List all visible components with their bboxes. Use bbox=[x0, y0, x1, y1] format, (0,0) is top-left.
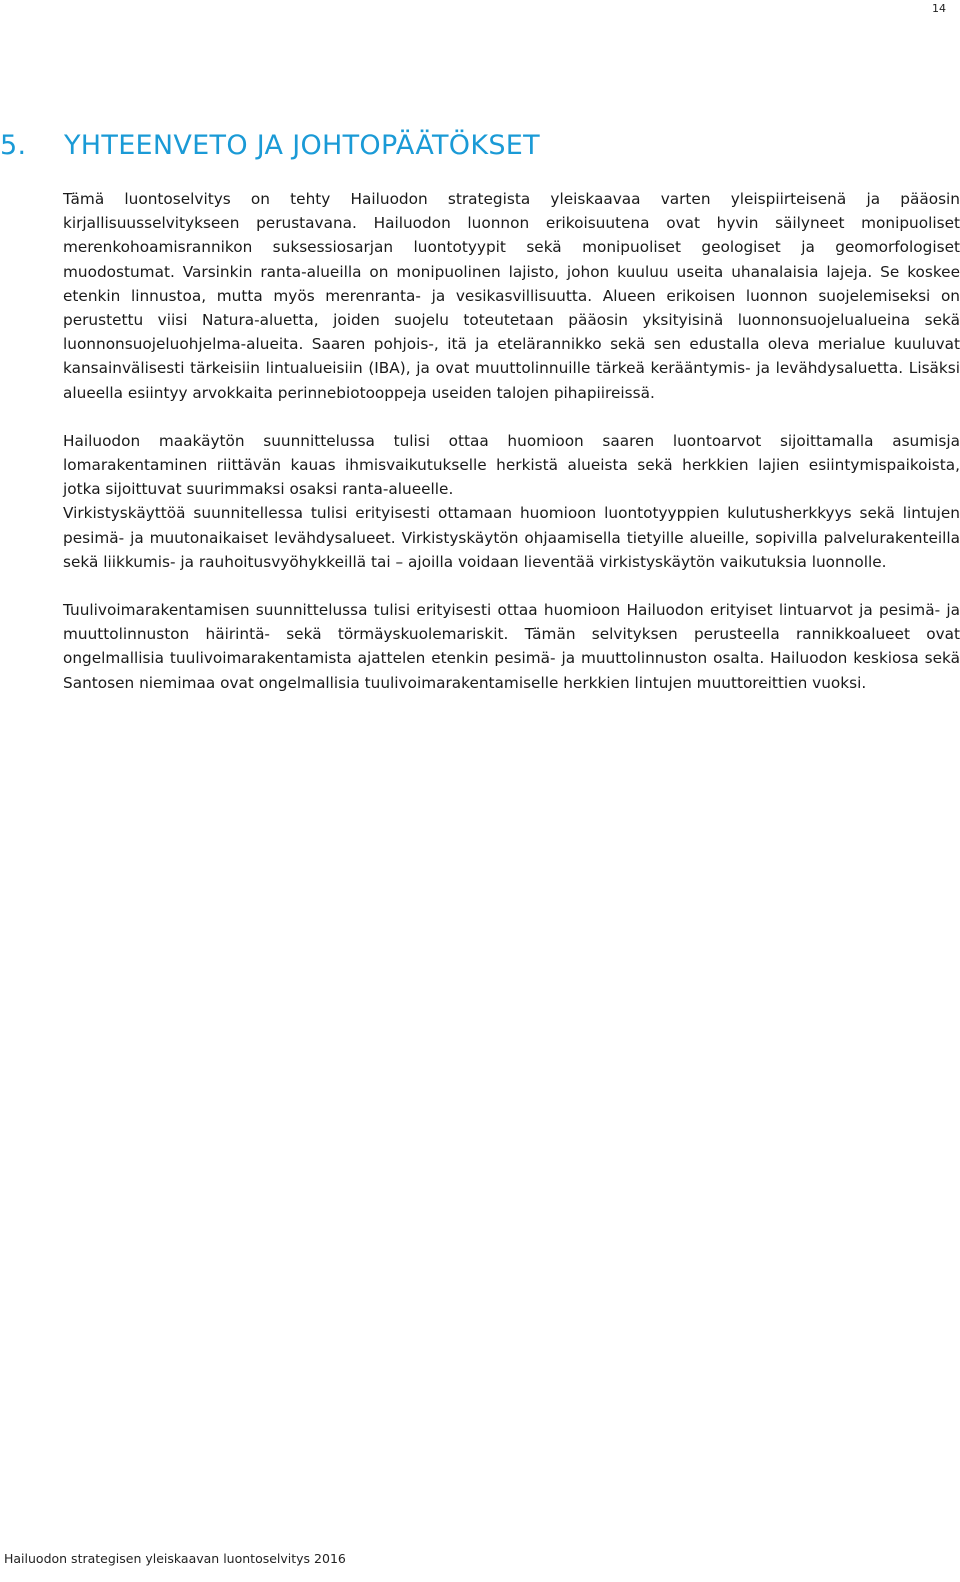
body-text bbox=[63, 187, 960, 695]
section-title: YHTEENVETO JA JOHTOPÄÄTÖKSET bbox=[64, 130, 540, 161]
footer-text: Hailuodon strategisen yleiskaavan luontoselvitys 2016 bbox=[4, 1551, 346, 1566]
page-number: 14 bbox=[932, 2, 946, 15]
section-heading bbox=[0, 130, 540, 161]
paragraph-summary: Tämä luontoselvitys on tehty Hailuodon strategista yleiskaavaa varten yleispiirteisenä ja pääosin kirjallisuusselvitykseen perustavana. Hailuodon luonnon erikoisuutena ovat hyvin säilyneet monipuoliset merenkohoamisrannikon suksessiosarjan luontotyypit sekä monipuoliset geologiset ja geomorfologiset muodostumat. Varsinkin ranta-alueilla on monipuolinen lajisto, johon kuuluu useita uhanalaisia lajeja. Se koskee etenkin linnustoa, mutta myös merenranta- ja vesikasvillisuutta. Alueen erikoisen luonnon suojelemiseksi on perustettu viisi Natura-aluetta, joiden suojelu toteutetaan pääosin yksityisinä luonnonsuojelualueina sekä luonnonsuojeluohjelma-alueita. Saaren pohjois-, itä ja etelärannikko sekä sen edustalla oleva merialue kuuluvat kansainvälisesti tärkeisiin lintualueisiin (IBA), ja ovat muuttolinnuille tärkeä kerääntymis- ja levähdysaluetta. Lisäksi alueella esiintyy arvokkaita perinnebiotooppeja useiden talojen pihapiireissä. bbox=[63, 190, 960, 402]
section-number: 5. bbox=[0, 130, 27, 161]
paragraph-land-use: Hailuodon maakäytön suunnittelussa tulisi ottaa huomioon saaren luontoarvot sijoittamalla asumisja lomarakentaminen riittävän kauas ihmisvaikutukselle herkistä alueista sekä herkkien lajien esiintymispaikoista, jotka sijoittuvat suurimmaksi osaksi ranta-alueelle. bbox=[63, 431, 960, 499]
paragraph-recreation: Virkistyskäyttöä suunnitellessa tulisi erityisesti ottamaan huomioon luontotyyppien kulutusherkkyys sekä lintujen pesimä- ja muutonaikaiset levähdysalueet. Virkistyskäytön ohjaamisella tietyille alueille, sopivilla palvelurakenteilla sekä liikkumis- ja rauhoitusvyöhykkeillä tai – ajoilla voidaan lieventää virkistyskäytön vaikutuksia luonnolle. bbox=[63, 504, 960, 571]
paragraph-wind-power: Tuulivoimarakentamisen suunnittelussa tulisi erityisesti ottaa huomioon Hailuodon erityiset lintuarvot ja pesimä- ja muuttolinnuston häirintä- sekä törmäyskuolemariskit. Tämän selvityksen perusteella rannikkoalueet ovat ongelmallisia tuulivoimarakentamista ajattelen etenkin pesimä- ja muuttolinnuston osalta. Hailuodon keskiosa sekä Santosen niemimaa ovat ongelmallisia tuulivoimarakentamiselle herkkien lintujen muuttoreittien vuoksi. bbox=[63, 601, 960, 692]
